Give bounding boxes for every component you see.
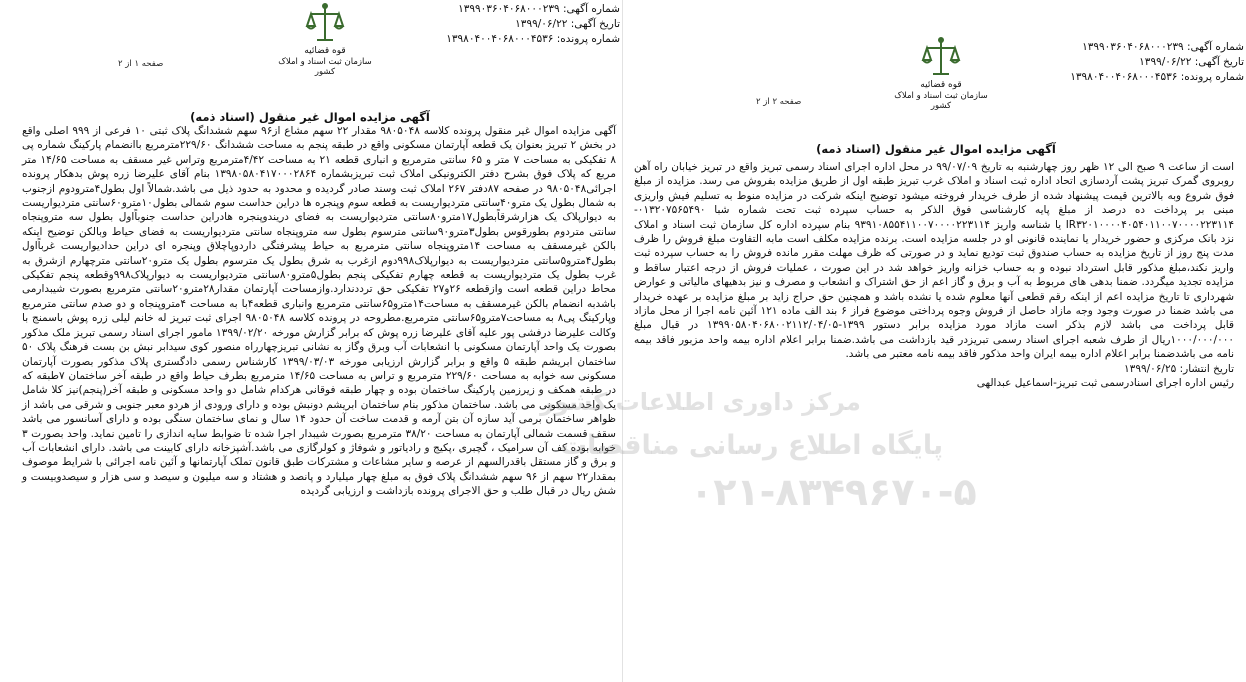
notice-body	[22, 124, 616, 499]
scales-of-justice-icon	[305, 2, 345, 46]
notice-title: آگهی مزایده اموال غیر منقول (اسناد ذمه)	[190, 110, 430, 124]
ad-meta	[446, 2, 620, 47]
document-page-2	[626, 0, 1246, 682]
signature: رئیس اداره اجرای اسنادرسمی ثبت تبریز-اسماعیل عبدالهی	[976, 377, 1234, 390]
ad-number: شماره آگهی: ۱۳۹۹۰۳۶۰۴۰۶۸۰۰۰۲۳۹	[458, 3, 620, 15]
ad-date: تاریخ آگهی: ۱۳۹۹/۰۶/۲۲	[515, 18, 620, 30]
file-number: شماره پرونده: ۱۳۹۸۰۴۰۰۴۰۶۸۰۰۰۴۵۳۶	[446, 33, 620, 45]
notice-body	[634, 160, 1234, 391]
file-number: شماره پرونده: ۱۳۹۸۰۴۰۰۴۰۶۸۰۰۰۴۵۳۶	[1070, 71, 1244, 83]
watermark-phone: ۰۲۱-۸۳۴۹۶۷۰-۵	[690, 470, 977, 514]
watermark-line-2: پایگاه اطلاع رسانی مناقصات	[560, 430, 944, 461]
ad-meta	[1070, 40, 1244, 85]
emblem-org-name: قوه قضائیه	[920, 80, 962, 90]
judiciary-emblem	[270, 2, 380, 87]
emblem-org-sub: سازمان ثبت اسناد و املاک کشور	[278, 57, 372, 77]
publish-date: تاریخ انتشار: ۱۳۹۹/۰۶/۲۵	[1124, 362, 1234, 375]
page-number: صفحه ۲ از ۲	[756, 97, 802, 107]
notice-title: آگهی مزایده اموال غیر منقول (اسناد ذمه)	[816, 142, 1056, 156]
notice-body-text: است از ساعت ۹ صبح الی ۱۲ ظهر روز چهارشنبه به تاریخ ۹۹/۰۷/۰۹ در محل اداره اجرای اسناد رسمی تبریز واقع در تبریز خیابان راه آهن روبروی گمرک تبریز پشت آردسازی اتحاد اداره ثبت اسناد و املاک غرب تبریز طبقه اول از طریق مزایده بفروش می رسد. مزایده از مبلغ فوق شروع وبه بالاترین قیمت پیشنهاد شده از طرف خریدار فروخته میشود توضیح اینکه شرکت در مزایده منوط به تسلیم فیش واریزی مبنی بر پرداخت ده درصد از مبلغ پایه کارشناسی فوق الذکر به حساب سپرده ثبت تحت شماره شبا ۰۱۳۲۰۷۵۶۵۴۹۰-IR۳۲۰۱۰۰۰۰۴۰۵۴۰۱۱۰۰۷۰۰۰۰۲۲۳۱۱۴ یا شناسه واریز ۹۳۹۱۰۸۵۵۴۱۱۰۰۷۰۰۰۰۲۲۳۱۱۴ بنام سپرده اداره کل سازمان ثبت اسناد و املاک نزد بانک مرکزی و حضور خریدار یا نماینده قانونی او در جلسه مزایده است. برنده مزایده مکلف است مابه التفاوت مبلغ فروش را ظرف مدت پنج روز از تاریخ مزایده به حساب صندوق ثبت تودیع نماید و در صورتی که ظرف مهلت مقرر مانده فروش را به حساب سپرده ثبت واریز نکند،مبلغ مذکور قابل استرداد نبوده و به حساب خزانه واریز خواهد شد در این صورت ، عملیات فروش از درجه اعتبار ساقط و مزایده تجدید میگردد. ضمنا بدهی های مربوط به آب و برق و گاز اعم از حق اشتراک و انشعاب و مصرف و نیز بدهیهای مالیاتی و عوارض شهرداری تا تاریخ مزایده اعم از اینکه رقم قطعی آنها معلوم شده یا نشده باشد و همچنین حق حراج زاید بر مبلغ مزایده بر عهده خریدار می باشد ضمنا در صورت وجود وجه مازاد حاصل از فروش وجوه پرداختی موضوع فراز ۶ بند الف ماده ۱۲۱ آئین نامه اجرا از محل مازاد قابل پرداخت می باشد لازم بذکر است مازاد مورد مزایده برابر دستور ۱۳۹۹-۱۳۹۹۰۵۸۰۴۰۶۸۰۰۲۱۱۲/۰۴/۰۵ در قبال مبلغ ۱۰۰۰/۰۰۰/۰۰۰ریال از طرف شعبه اجرای اسناد رسمی تبریزدر قید بازداشت می باشد.ضمنا برابر اعلام اداره بیمه واحد مزبور فاقد بیمه نامه می باشدضمنا برابر اعلام اداره بیمه ایران واحد مذکور فاقد بیمه نامه معتبر می باشد.	[634, 161, 1234, 361]
emblem-org-name: قوه قضائیه	[304, 46, 346, 56]
judiciary-emblem	[886, 36, 996, 121]
emblem-org-sub: سازمان ثبت اسناد و املاک کشور	[894, 91, 988, 111]
notice-body-text: آگهی مزایده اموال غیر منقول پرونده کلاسه ۹۸۰۵۰۴۸ مقدار ۲۲ سهم مشاع از۹۶ سهم ششدانگ پلاک ثبتی ۱۰ فرعی از ۹۹۹ اصلی واقع در بخش ۲ تبریز بعنوان یک قطعه آپارتمان مسکونی واقع در طبقه پنجم به مساحت ششدانگ ۲۲۹/۶۰مترمربع باانضمام پارکینگ شماره پی ۸ تفکیکی به مساحت ۷ متر و ۶۵ سانتی مترمربع و انباری قطعه ۲۱ به مساحت ۴/۴۲مترمربع وتراس غیر مسقف به مساحت ۱۴/۶۵ متر مربع که پلاک فوق بشرح دفتر الکترونیکی املاک ثبت تبریزبشماره ۱۳۹۸۰۵۸۰۴۱۷۰۰۰۲۸۶۴ بنام آقای علیرضا زره پوش بدهکار پرونده اجرائی۹۸۰۵۰۴۸ در صفحه ۸۷دفتر ۲۶۷ املاک ثبت وسند صادر گردیده و محدود به حدود ذیل می باشد.شمالاً اول بطول۴مترودوم ازجنوب به شمال بطول یک مترو۴۰سانتی متردیواریست به قطعه سوم وپنجره ها دراین حداست سوم شمالی بطول۱۰مترو۶۰سانتی متردیواریست به دیوارپلاک یک هزارشرقاًبطول۱۷مترو۸۰سانتی متردیواریست به فضای دریندوپنجره هادراین حداست جنوباًاول بطول سه متروپنجاه سانتی متردوم بطورقوس بطول۳مترو۹۰سانتی مترسوم بطول سه متروپنجاه سانتی متردیواریست به فضای حیاط وبالکن توضیح اینکه بالکن غیرمسقف به مساحت ۱۴متروپنجاه سانتی مترمربع به حیاط پیشرفتگی داردوپاچلاق وپنجره ای دراین حدادیواریست غرباًاول بطول۴مترو۵سانتی متردیواریست به دیوارپلاک۹۹۸دوم ازغرب به شرق بطول یک مترسوم بطول یک مترو۲۰سانتی مترچهارم ازشرق به غرب بطول یک متردیواریست به قطعه چهارم تفکیکی پنجم بطول۵مترو۸۰سانتی متردیواریست به دیوارپلاک۹۹۸وقطعه پنجم تفکیکی محاط دراین قطعه است وازقطعه ۲۶و۲۷ تفکیکی حق ترددندارد.وازمساحت آپارتمان مقدار۲۸مترو۲۰سانتی مترمربع بصورت شیبدارمی باشدبه انضمام بالکن غیرمسقف به مساحت۱۴مترو۶۵سانتی مترمربع وانباری قطعه۴با به مساحت ۴متروپنجاه و دو صدم سانتی مترمربع وپارکینگ پی۸ به مساحت۷مترو۶۵سانتی مترمربع.مطروحه در پرونده کلاسه ۹۸۰۵۰۴۸ اجرای ثبت تبریز له خانم لیلی زره پوش باسمنج با وکالت علیرضا درفشی پور علیه آقای علیرضا زره پوش که برابر گزارش مورخه ۱۳۹۹/۰۲/۲۰ مامور اجرای اسناد رسمی تبریز ملک مذکور بصورت یک واحد آپارتمان مسکونی با انشعابات آب وبرق وگاز به نشانی تبریزچهارراه منصور کوی سیدابر نبش بن بست فرهنگ پلاک ۵۰ ساختمان ابریشم طبقه ۵ واقع و برابر گزارش ارزیابی مورخه ۱۳۹۹/۰۳/۰۳ کارشناس رسمی دادگستری پلاک مذکور بصورت آپارتمان مسکونی سه خوابه به مساحت ۲۲۹/۶۰ مترمربع و تراس به مساحت ۱۴/۶۵ مترمربع بطرف حیاط واقع در طبقه آخر ساختمان ۷طبقه که در طبقه همکف و زیرزمین پارکینگ ساختمان بوده و چهار طبقه فوقانی هرکدام شامل دو واحد مسکونی و طبقه آخر(پنجم)نیز کلا شامل یک واحد مسکونی می باشد. ساختمان مذکور بنام ساختمان ابریشم دونبش بوده و دارای ورودی از هردو معبر جنوبی و شرقی می باشد از ظواهر ساختمان برمی آید سازه آن بتن آرمه و قدمت ساخت آن حدود ۱۴ سال و نمای ساختمان سنگی بوده و دارای آسانسور می باشد سقف قسمت شمالی آپارتمان به مساحت ۳۸/۲۰ مترمربع بصورت شیبدار اجرا شده تا ضوابط سایه اندازی را تامین نماید. واحد بصورت ۳ خوابه بوده کف آن سرامیک ، گچبری ،پکیج و رادیاتور و شوفاژ و کولرگازی می باشد.آشپزخانه دارای کابینت می باشد. دارای انشعابات آب و برق و گاز مستقل باقدرالسهم از عرصه و سایر مشاعات و مشترکات طبق قانون تملک آپارتمانها و آئین نامه اجرائی با شرایط موصوف بمقدار۲۲ سهم از ۹۶ سهم ششدانگ پلاک فوق به مبلغ چهار میلیارد و پانصد و هشتاد و سه میلیون و سیصد و سی هزار و سیصدوبیست و شش ریال در قبال طلب و حق الاجرای پرونده بازداشت و ارزیابی گردیده	[22, 125, 617, 498]
ad-number: شماره آگهی: ۱۳۹۹۰۳۶۰۴۰۶۸۰۰۰۲۳۹	[1082, 41, 1244, 53]
document-page-1	[0, 0, 620, 682]
page-divider	[622, 0, 623, 682]
scales-of-justice-icon	[921, 36, 961, 80]
page-number: صفحه ۱ از ۲	[118, 59, 164, 69]
ad-date: تاریخ آگهی: ۱۳۹۹/۰۶/۲۲	[1139, 56, 1244, 68]
watermark-line-1: مرکز داوری اطلاعات کشور	[540, 388, 861, 416]
